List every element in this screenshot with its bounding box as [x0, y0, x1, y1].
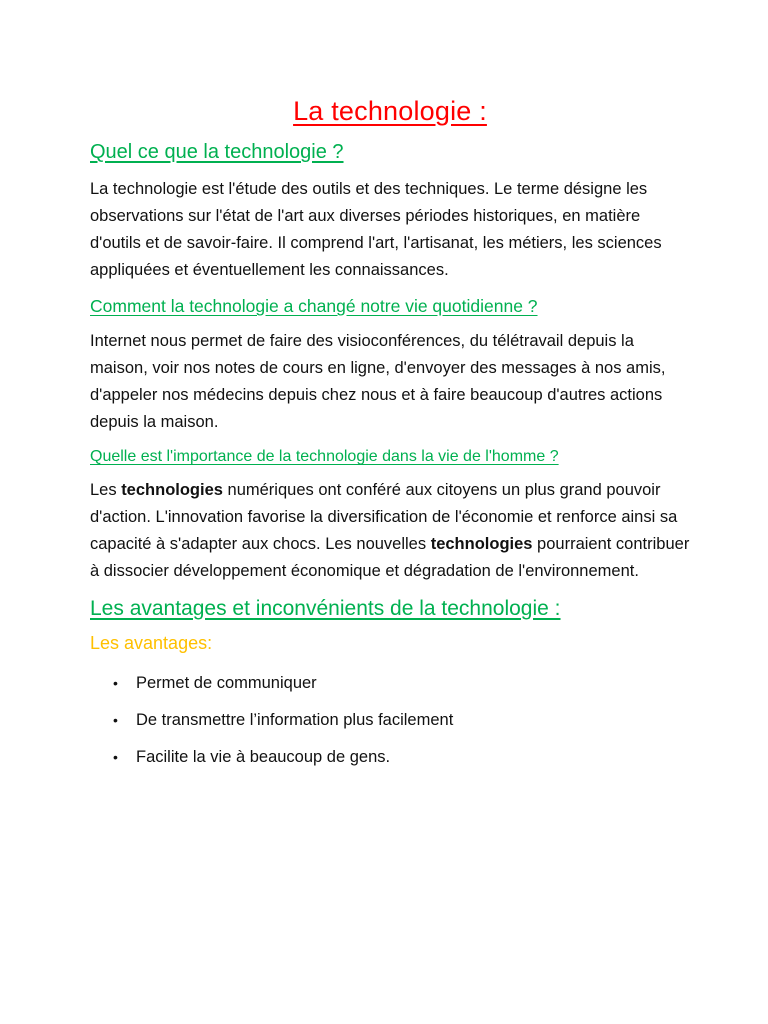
- list-item-text: De transmettre l’information plus facilement: [136, 711, 454, 729]
- importance-bold-technologies-1: technologies: [121, 481, 223, 499]
- importance-text-3: pourraient contribuer à dissocier développement économique et dégradation de l'environnement.: [90, 535, 690, 580]
- list-item: [90, 672, 690, 709]
- importance-text-2: numériques ont conféré aux citoyens un plus grand pouvoir d'action. L'innovation favorise la diversification de l'économie et renforce ainsi sa capacité à s'adapter aux chocs. Les nouvelles: [90, 481, 678, 553]
- list-item: [90, 709, 690, 746]
- document-page: [90, 96, 690, 783]
- bullet-icon: •: [113, 712, 118, 728]
- importance-text-1: Les: [90, 481, 122, 499]
- document-title: La technologie :: [293, 96, 487, 126]
- list-item-text: Permet de communiquer: [136, 674, 317, 692]
- section-body-definition: La technologie est l'étude des outils et des techniques. Le terme désigne les observations sur l'état de l'art aux diverses périodes historiques, en matière d'outils et de savoir-faire. Il comprend l'art, l'artisanat, les métiers, les sciences appliquées et éventuellement les connaissances.: [90, 180, 662, 279]
- section-body-importance: [90, 477, 690, 585]
- bullet-icon: •: [113, 749, 118, 765]
- list-item-text: Facilite la vie à beaucoup de gens.: [136, 748, 391, 766]
- bullet-icon: •: [113, 675, 118, 691]
- section-body-daily-life: Internet nous permet de faire des visioconférences, du télétravail depuis la maison, voir nos notes de cours en ligne, d'envoyer des messages à nos amis, d'appeler nos médecins depuis chez nous et à faire beaucoup d'autres actions depuis la maison.: [90, 332, 666, 431]
- advantages-subheading: Les avantages:: [90, 633, 213, 653]
- advantages-heading: Les avantages et inconvénients de la technologie :: [90, 597, 561, 620]
- section-heading-definition: Quel ce que la technologie ?: [90, 141, 344, 163]
- importance-bold-technologies-2: technologies: [430, 535, 533, 553]
- advantages-list: [90, 672, 690, 783]
- section-heading-daily-life: Comment la technologie a changé notre vie quotidienne ?: [90, 296, 538, 316]
- list-item: [90, 746, 690, 783]
- section-heading-importance: Quelle est l'importance de la technologie dans la vie de l'homme ?: [90, 448, 559, 465]
